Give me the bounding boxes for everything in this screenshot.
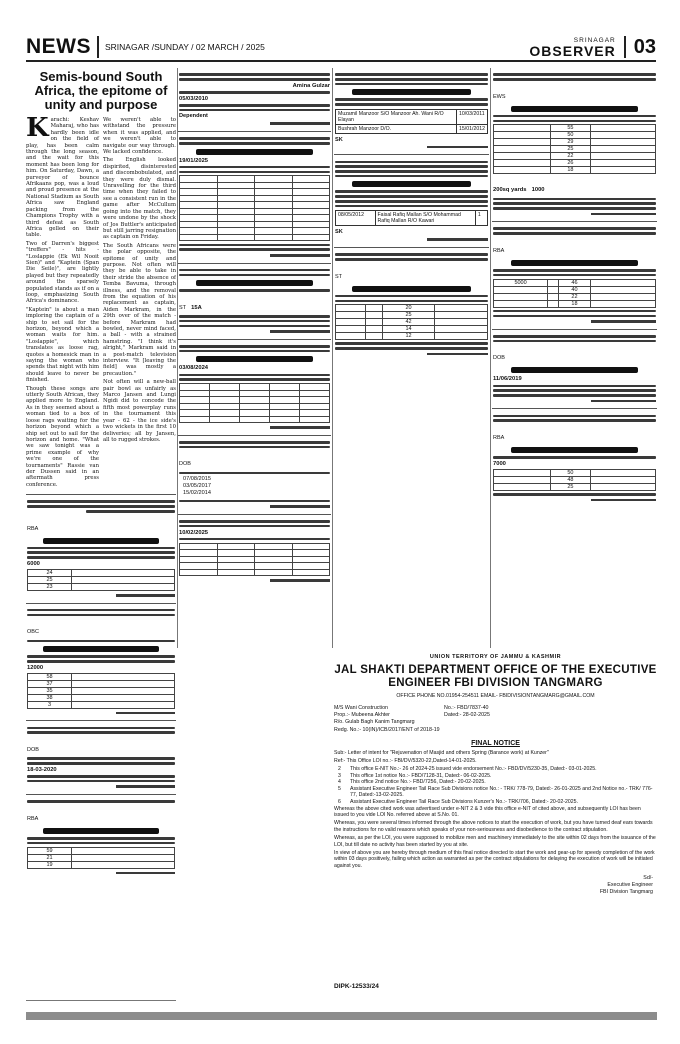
article-paragraph: Though these songs are utterly South African, they applied more to England. As in they seemed about a woman tied to a box of loose rags waiting for the horizon beyond which a ship set out to sail for the horizon and home. "What we saw tonight was a prime example of why we're one of the tournaments" Rassie van der Dussen said in an aftermath press conference. <box>26 385 99 488</box>
table-cell: 21 <box>28 854 72 861</box>
urdu-notice <box>178 435 331 512</box>
table-cell: 25 <box>550 146 591 153</box>
table-cell: 25 <box>28 577 72 584</box>
notice-ref: DOB <box>493 355 505 362</box>
table-cell: 22 <box>550 153 591 160</box>
article-paragraph: The South Africans were the polar opposite, the epitome of unity and purpose. Not often will they be able to take in their stride the absence of Temba Bavuma, through illness, and the removal from the equation of his replacement as captain, Aiden Markram, in the 29th over of the match - before Markram had bowled, never mind faced, a ball - with a strained hamstring. "I think it's alright," Markram said in a post-match television interview. "It [leaving the field] was mostly a precaution." <box>103 242 176 377</box>
notice-ref: RBA <box>27 815 39 822</box>
notice-ref: ST <box>335 273 343 280</box>
notice-table <box>179 175 330 241</box>
notice-tag: SK <box>335 136 343 143</box>
urdu-notice <box>26 603 176 719</box>
letter-number: No.:- FBD/7837-40 <box>444 705 489 711</box>
table-cell: 42 <box>383 319 435 326</box>
table-cell: 3 <box>28 701 72 708</box>
table-cell: 18 <box>558 300 590 307</box>
notice-date: 03/08/2024 <box>179 365 209 372</box>
notice-paragraph: Whereas the above cited work was advertised under e-NIT 2 & 3 vide this office e-NIT of cited above, and subsequently LOI has been issued to you vide LOI No. referred above at S.No. 01. <box>334 805 641 819</box>
applicant-name: Faisal Rafiq Mallan S/O Mohammad Rafiq Mallan R/O Kawari <box>375 211 475 226</box>
notice-column-b <box>334 68 489 648</box>
left-column <box>26 68 176 998</box>
table-cell: 5000 <box>494 279 548 286</box>
applicant-dob: 08/05/2012 <box>336 211 376 226</box>
urdu-notice <box>178 263 331 337</box>
article-column-1 <box>26 113 99 490</box>
urdu-notice <box>26 494 176 600</box>
notice-authority: UNION TERRITORY OF JAMMU & KASHMIR <box>429 654 562 660</box>
brand-logo <box>529 36 625 58</box>
signature-line: FBI Division Tangmarg <box>599 889 653 896</box>
list-item: 4 This office 2nd notice No.:- FBD/7256, Dated:- 20-02-2025. <box>338 779 486 786</box>
dropcap: K <box>26 113 49 143</box>
office-contact: OFFICE PHONE NO.01954-254511 EMAIL- FBIDIVISIONTANGMARG@GMAIL.COM <box>396 693 595 699</box>
table-cell: 20 <box>383 305 435 312</box>
applicant-table <box>335 109 488 134</box>
table-cell: 23 <box>28 584 72 591</box>
notice-table <box>27 569 175 591</box>
applicant-index: 1 <box>475 211 487 226</box>
table-cell: 22 <box>558 293 590 300</box>
notice-title <box>334 664 657 690</box>
list-item: 6 Assistant Executive Engineer Tail Race Sub Divisions Kunzer's No.:- TRK/706, Dated:- 20-02-2025. <box>338 798 579 805</box>
table-cell: 37 <box>28 680 72 687</box>
notice-name: Amina Gulzar <box>292 82 330 89</box>
notice-table <box>493 469 656 491</box>
notice-paragraph: Whereas, as per the LOI, you were supposed to mobilize men and machinery immediately to the site within 02 days from the issuance of the LOI, but till date no activity has been started by you at site. <box>334 834 656 848</box>
masthead <box>26 34 656 62</box>
section-title: NEWS <box>26 36 99 58</box>
table-cell: 26 <box>550 160 591 167</box>
list-item: 3 This office 1st notice No.:- FBD/7128-31, Dated:- 06-02-2025. <box>338 772 492 779</box>
notice-table <box>493 279 656 308</box>
table-cell: 18 <box>550 167 591 174</box>
table-cell: 59 <box>28 847 72 854</box>
table-cell: 14 <box>383 326 435 333</box>
applicant-name: Bushrah Manzoor D/O. <box>336 124 457 133</box>
brand-name: OBSERVER <box>529 43 616 59</box>
article-body <box>26 113 176 490</box>
notice-tag: Dependent <box>179 113 208 120</box>
urdu-notice <box>492 329 657 407</box>
signature-line: Executive Engineer <box>607 882 653 889</box>
addressee-line: M/S Wani Construction <box>334 705 388 711</box>
table-cell: 55 <box>550 125 591 132</box>
notice-ref: RBA <box>493 248 505 254</box>
brand-city: SRINAGAR <box>573 37 616 44</box>
article-column-2 <box>103 117 176 490</box>
table-cell: 40 <box>558 286 590 293</box>
notice-date: 19/01/2025 <box>179 157 209 164</box>
reference-list <box>334 766 657 806</box>
notice-column-a <box>178 68 331 1008</box>
notice-ref: DOB <box>179 461 191 468</box>
urdu-notice <box>334 247 489 359</box>
notice-table <box>335 304 488 340</box>
urdu-notice <box>178 68 331 129</box>
applicant-dob: 15/01/2012 <box>457 124 488 133</box>
notice-date: 18-03-2020 <box>27 766 57 773</box>
table-cell: 50 <box>550 132 591 139</box>
notice-date: 11/06/2019 <box>493 376 522 383</box>
dateline: SRINAGAR /SUNDAY / 02 MARCH / 2025 <box>105 42 265 52</box>
urdu-notice <box>334 68 489 152</box>
divider <box>26 1000 176 1001</box>
notice-ref: OBC <box>27 629 39 636</box>
notice-table <box>179 383 330 423</box>
urdu-notice <box>178 131 331 260</box>
column-divider <box>490 68 491 648</box>
column-divider <box>332 68 333 648</box>
table-cell: 12 <box>383 333 435 340</box>
article-paragraph: arachi: Keshav Maharaj, who has hardly been idle on the field of play, has been calm through the long season, and the wait for this moment has been long for him. On Saturday, Dawn, a purveyor of bounce Afrikaans pop, was a loud and proud presence at the National Stadium as South Africa saw England packing from the Champions Trophy with a third defeat as South Africa gelled on their table. <box>26 117 99 239</box>
addressee-line: Redg. No.:- 10(IN)/ICB/2017/ENT of 2018-19 <box>334 726 440 733</box>
final-notice-heading: FINAL NOTICE <box>471 739 520 747</box>
notice-subject: Sub:- Letter of intent for "Rejuvenation of Masjid and others Spring (Barance work) at Kunzer" <box>334 749 549 756</box>
urdu-notice <box>492 68 657 219</box>
dob-date: 15/02/2014 <box>183 490 211 497</box>
dob-list <box>179 476 330 497</box>
notice-ref: RBA <box>493 435 505 442</box>
letter-date: Dated:- 28-02-2025 <box>444 712 490 719</box>
notice-value: 7000 <box>493 460 506 467</box>
notice-value: 15A <box>191 304 202 311</box>
notice-date: 05/03/2010 <box>179 95 209 102</box>
notice-title-line: ENGINEER FBI DIVISION TANGMARG <box>388 677 603 689</box>
urdu-notice <box>26 720 176 792</box>
notice-ref: ST <box>179 304 187 311</box>
notice-value: 1000 <box>531 187 545 194</box>
table-cell: 38 <box>28 694 72 701</box>
jal-shakti-notice <box>334 652 657 990</box>
urdu-notice <box>334 154 489 245</box>
notice-table <box>27 847 175 869</box>
applicant-table <box>335 210 488 226</box>
article-headline: Semis-bound South Africa, the epitome of unity and purpose <box>34 69 168 112</box>
article-paragraph: Two of Darren's biggest "treffers" - hits - "Loslappie (Ek Wil Nooit Sien)" and "Kaptein (Span Die Seile)", are lightly played but they repeatedly around the sparsely populated stands as if on a loop, emphasizing South Africa's dominance. <box>26 240 99 305</box>
table-cell: 25 <box>550 483 591 490</box>
page-footer-bar <box>26 1012 657 1020</box>
table-cell: 29 <box>550 139 591 146</box>
article-paragraph: "Kaptein" is about a man imploring the captain of a ship to set sail for the horizon, beyond which a woman waits for him. "Loslappie", which translates as loose rag, quotes a homesick man in saying the woman who spends that night with him should leave to never be finished. <box>26 306 99 384</box>
addressee-line: R/o. Gulab Bagh Kanim Tangmarg <box>334 719 415 726</box>
notice-date: 10/02/2025 <box>179 529 209 536</box>
applicant-dob: 10/03/2011 <box>457 109 488 124</box>
notice-column-c <box>492 68 657 648</box>
page-number: 03 <box>633 35 656 58</box>
notice-paragraph: Whereas, you were several times informed through the above notices to start the execution of work, but you have turned deaf ears towards the instructions for no valid reasons which speaks of your non-seriousness and disobedience to the contract stipulation. <box>334 820 653 833</box>
addressee-block <box>334 705 657 734</box>
notice-reference: Ref:- This Office LOI no.:- FBI/DV/5320-22,Dated-14-01-2025. <box>334 757 477 764</box>
table-cell: 46 <box>558 279 590 286</box>
table-cell: 50 <box>550 469 591 476</box>
notice-tag: SK <box>335 229 343 236</box>
dob-date: 07/08/2015 <box>183 476 211 483</box>
article-paragraph: The English looked dispirited, disinterested and discombobulated, and they were duly dismal. Unravelling for the third time when they failed to see a consistent run in the game after McCullum going into the match, they were undone by the shock of Jos Buttler's anticipated but still jarring resignation as captain on Friday. <box>103 157 176 241</box>
list-item: 5 Assistant Executive Engineer Tail Race Sub Divisions notice No.: - TRK/ 778-79, Dated:- 26-01-2025 and 2nd Notice no.- TRK/ 776-77, Dated:-13-02-2025. <box>338 785 653 799</box>
notice-table <box>27 673 175 709</box>
urdu-notice <box>26 794 176 878</box>
notice-value: 6000 <box>27 561 40 568</box>
signature-block <box>334 875 657 896</box>
addressee-line: Prop.:- Mubeena Akhter <box>334 712 390 719</box>
table-cell: 25 <box>383 312 435 319</box>
table-cell: 24 <box>28 570 72 577</box>
notice-paragraph: In view of above you are hereby through medium of this final notice directed to start the work and gear-up for speedy completion of the work within 03 days positively, failing which action as warranted as per the contract stipulations for delaying the execution of work will be initiated against you. <box>334 849 655 869</box>
urdu-notice <box>178 514 331 586</box>
urdu-notice <box>178 339 331 433</box>
table-cell: 48 <box>550 476 591 483</box>
dob-date: 03/05/2017 <box>183 483 211 490</box>
notice-table <box>179 543 330 577</box>
list-item: 2 This office E-NIT No.:- 26 of 2024-25 issued vide endorsement No.:- FBD/DV/5230-35, Dated:- 03-01-2025. <box>338 766 597 772</box>
table-cell: 19 <box>28 861 72 868</box>
notice-ref: DOB <box>27 747 39 754</box>
table-cell: 35 <box>28 687 72 694</box>
notice-table <box>493 124 656 174</box>
table-cell: 58 <box>28 673 72 680</box>
notice-value: 12000 <box>27 664 44 671</box>
applicant-name: Muzamil Manzoor S/O Manzoor Ah. Wani R/O Elayan <box>336 109 457 124</box>
notice-ref: EWS <box>493 93 506 100</box>
notice-title-line: JAL SHAKTI DEPARTMENT OFFICE OF THE EXECUTIVE <box>334 664 657 676</box>
urdu-notice <box>492 408 657 505</box>
notice-value: 200sq yards <box>493 187 527 194</box>
article-paragraph: Not often will a new-ball pair bowl as unfairly as Marco Jansen and Lungi Ngidi did to concede the fifth most powerplay runs in the tournament this year - 62 - the ice side's two wickets in the first 10 deliveries; all by Jansen, all to rugged strokes. <box>103 379 176 443</box>
notice-ref: RBA <box>27 525 39 532</box>
urdu-notice <box>492 221 657 326</box>
dipk-number: DIPK-12533/24 <box>334 983 379 990</box>
article-paragraph: We weren't able to withstand the pressure when it was applied, and we weren't able to navigate our way through. We lacked confidence. <box>103 117 176 156</box>
signature-line: Sd/- <box>643 875 653 882</box>
